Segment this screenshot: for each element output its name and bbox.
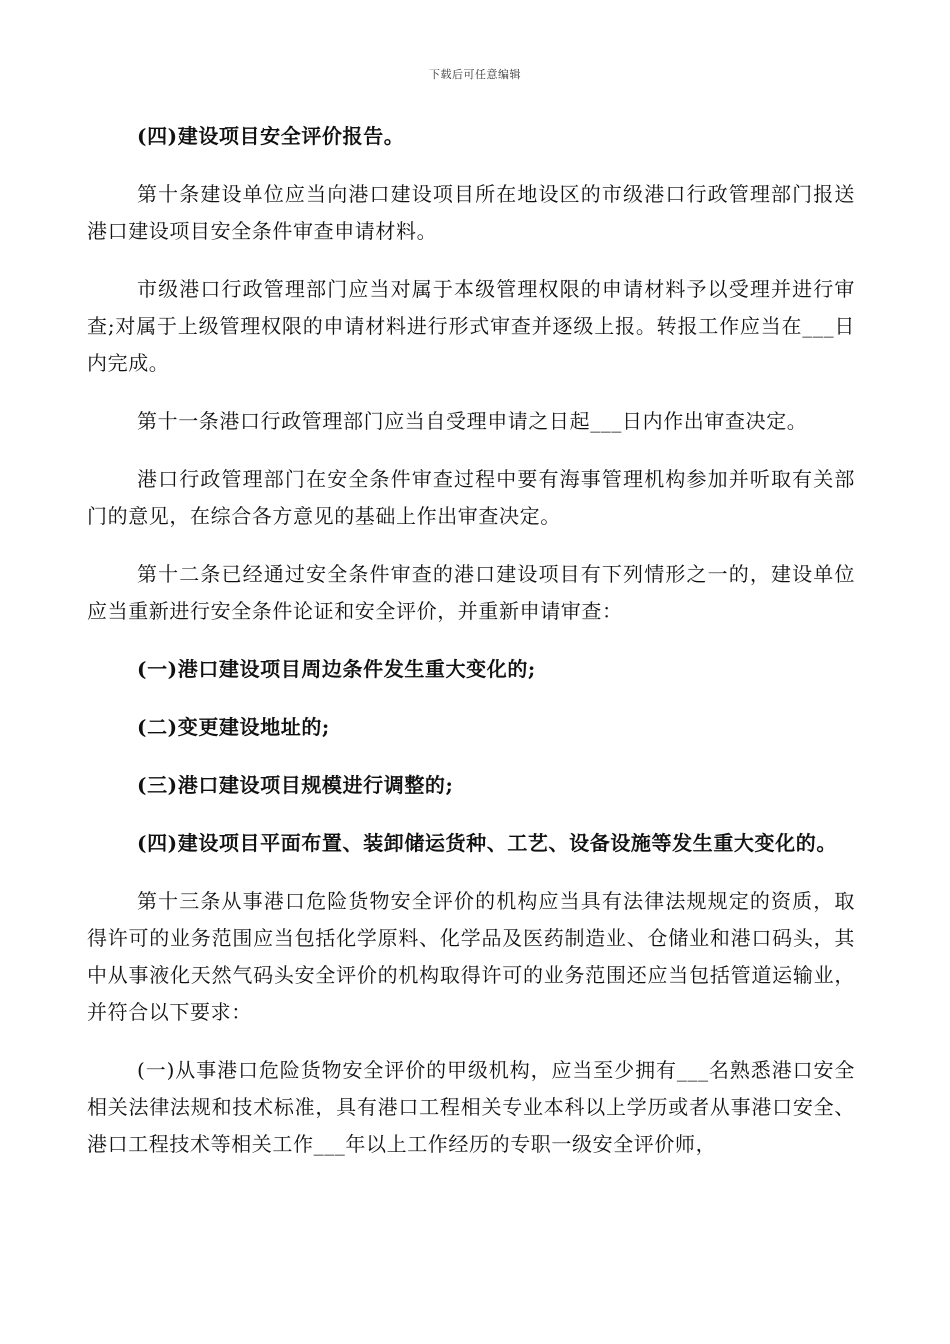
document-body bbox=[87, 118, 855, 1184]
paragraph-article-13: 第十三条从事港口危险货物安全评价的机构应当具有法律法规规定的资质，取得许可的业务范围应当包括化学原料、化学品及医药制造业、仓储业和港口码头，其中从事液化天然气码头安全评价的机构取得许可的业务范围还应当包括管道运输业，并符合以下要求： bbox=[87, 889, 855, 1024]
paragraph-article-10: 第十条建设单位应当向港口建设项目所在地设区的市级港口行政管理部门报送港口建设项目安全条件审查申请材料。 bbox=[87, 182, 855, 243]
paragraph-article-11: 第十一条港口行政管理部门应当自受理申请之日起___日内作出审查决定。 bbox=[137, 409, 808, 433]
paragraph-municipal-review: 市级港口行政管理部门应当对属于本级管理权限的申请材料予以受理并进行审查;对属于上级管理权限的申请材料进行形式审查并逐级上报。转报工作应当在___日内完成。 bbox=[87, 277, 855, 375]
list-item-4: (四)建设项目平面布置、装卸储运货种、工艺、设备设施等发生重大变化的。 bbox=[137, 831, 837, 855]
paragraph-article-12: 第十二条已经通过安全条件审查的港口建设项目有下列情形之一的，建设单位应当重新进行安全条件论证和安全评价，并重新申请审查： bbox=[87, 562, 855, 623]
list-item-3: (三)港口建设项目规模进行调整的; bbox=[137, 773, 454, 797]
paragraph-item-4-heading: (四)建设项目安全评价报告。 bbox=[137, 124, 405, 148]
paragraph-class-a-requirements: (一)从事港口危险货物安全评价的甲级机构，应当至少拥有___名熟悉港口安全相关法律法规和技术标准，具有港口工程相关专业本科以上学历或者从事港口安全、港口工程技术等相关工作___年以上工作经历的专职一级安全评价师， bbox=[87, 1058, 855, 1156]
page-header: 下载后可任意编辑 bbox=[429, 68, 521, 81]
paragraph-maritime-participation: 港口行政管理部门在安全条件审查过程中要有海事管理机构参加并听取有关部门的意见，在综合各方意见的基础上作出审查决定。 bbox=[87, 467, 855, 528]
list-item-2: (二)变更建设地址的; bbox=[137, 715, 330, 739]
list-item-1: (一)港口建设项目周边条件发生重大变化的; bbox=[137, 657, 536, 681]
